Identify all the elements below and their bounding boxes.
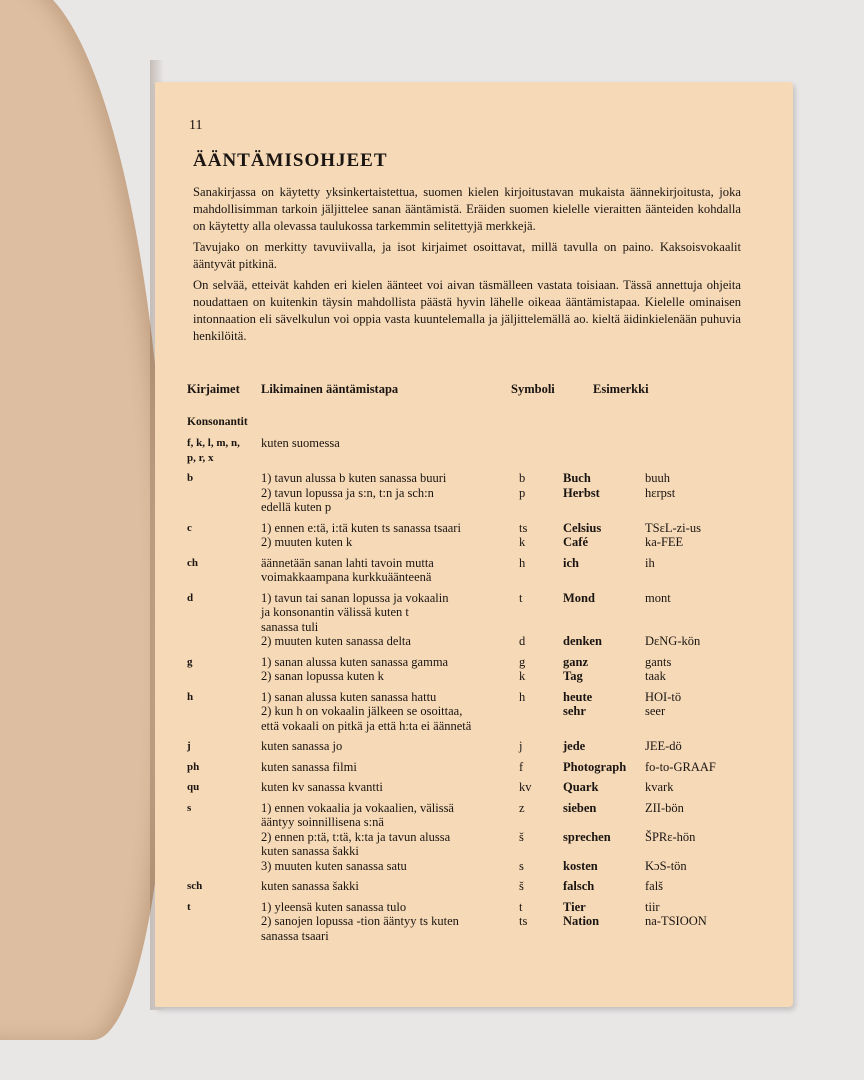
row-description-line: 1) sanan alussa kuten sanassa gamma [261,654,449,669]
row-symbol-line: f [519,759,524,774]
intro-paragraph: On selvää, etteivät kahden eri kielen äänteet voi aivan täsmälleen vastata toisiaan. Tässä annettuja ohjeita noudattaen on kuitenkin täysin mahdollista päästä hyvin lähelle oikeaa ääntämistapaa. Kielelle ominaisen intonnaation eli sävelkulun voi oppia vasta kuuntelemalla ja jäljittelemällä ao. kieltä äidinkielenään puhuvia henkilöitä. [193,278,741,343]
intro-text [193,184,741,349]
row-pronunciation-line: mont [645,590,671,605]
row-pronunciation-line [645,605,755,620]
row-pronunciation-line: ZII-bön [645,800,684,815]
row-description [261,739,519,754]
row-description-line: 2) ennen p:tä, t:tä, k:ta ja tavun alussa [261,829,451,844]
row-pronunciation [645,521,755,550]
row-example-line: Mond [563,590,595,605]
row-letters-line: ph [187,760,200,773]
intro-paragraph: Tavujako on merkitty tavuviivalla, ja isot kirjaimet osoittavat, millä tavulla on paino. Kaksoisvokaalit ääntyvät pitkinä. [193,240,741,271]
row-pronunciation-line: buuh [645,471,670,485]
row-letters-line: b [187,472,194,484]
row-example-line: sprechen [563,829,611,844]
row-pronunciation-line [645,620,755,635]
book-page [155,82,793,1007]
row-description-line: sanassa tsaari [261,928,329,943]
row-symbol-line [519,844,563,859]
row-letters [185,760,261,775]
row-symbol [519,739,563,754]
row-example-line: Nation [563,914,600,928]
row-letters [185,436,261,465]
row-pronunciation-line: taak [645,669,666,683]
row-symbol-line: s [519,858,524,873]
row-letters-line: f, k, l, m, n, [187,437,240,449]
row-description-line: kuten sanassa šakki [261,879,359,893]
row-pronunciation [645,471,755,500]
row-symbol-line [519,620,563,635]
row-pronunciation-line: gants [645,654,672,669]
row-symbol-line: k [519,669,526,683]
row-example [563,591,645,649]
row-example-line: falsch [563,879,595,893]
row-description-line: 2) kun h on vokaalin jälkeen se osoittaa, [261,704,463,718]
row-pronunciation-line: ka-FEE [645,535,684,549]
row-symbol [519,879,563,894]
row-example [563,879,645,894]
row-example-line: kosten [563,858,598,873]
row-description [261,556,519,585]
table-body [185,436,755,943]
table-row [185,739,755,754]
row-description [261,879,519,894]
row-letters [185,879,261,894]
row-description-line: 2) tavun lopussa ja s:n, t:n ja sch:n [261,485,434,500]
row-description-line: 1) tavun alussa b kuten sanassa buuri [261,471,447,485]
row-letters [185,521,261,536]
row-symbol-line: kv [519,780,532,794]
row-example-line: sieben [563,800,597,815]
row-example [563,900,645,929]
row-symbol [519,801,563,874]
page-title: ÄÄNTÄMISOHJEET [193,150,388,171]
row-description-line: 2) sanojen lopussa -tion ääntyy ts kuten [261,914,459,928]
row-pronunciation [645,739,755,754]
row-example [563,780,645,795]
row-example [563,739,645,754]
row-description [261,655,519,684]
header-letters: Kirjaimet [187,382,240,396]
row-letters-line: s [187,801,192,814]
row-symbol [519,471,563,500]
table-row [185,690,755,734]
table-row [185,801,755,874]
row-letters-line: c [187,521,192,534]
row-pronunciation [645,879,755,894]
row-pronunciation-line: falš [645,879,664,893]
row-example-line [563,844,645,859]
row-description [261,760,519,775]
row-symbol [519,655,563,684]
row-symbol [519,900,563,929]
row-example [563,521,645,550]
row-letters [185,900,261,915]
row-description-line: kuten suomessa [261,436,340,450]
row-pronunciation [645,690,755,719]
row-pronunciation-line: hɛrpst [645,485,676,500]
row-symbol-line [519,605,563,620]
row-letters [185,655,261,670]
row-description-line: 1) ennen vokaalia ja vokaalien, välissä [261,800,454,815]
table-row [185,879,755,894]
row-description-line: kuten sanassa šakki [261,844,359,858]
row-pronunciation [645,801,755,874]
row-example-line: Café [563,535,588,549]
row-example-line: ganz [563,654,588,669]
row-symbol-line: š [519,879,524,893]
row-description-line: edellä kuten p [261,500,332,514]
row-example [563,760,645,775]
table-row [185,655,755,684]
row-symbol [519,556,563,571]
row-pronunciation [645,591,755,649]
row-letters-line: j [187,740,191,752]
row-pronunciation-line: ih [645,555,655,570]
row-example-line: sehr [563,704,586,718]
row-description-line: 2) muuten kuten sanassa delta [261,634,411,648]
row-example-line: Quark [563,780,599,794]
row-pronunciation-line: TSɛL-zi-us [645,520,701,535]
row-letters [185,471,261,486]
row-symbol-line: b [519,471,526,485]
row-example-line: denken [563,634,602,648]
row-description-line: sanassa tuli [261,619,319,634]
row-description-line: 1) ennen e:tä, i:tä kuten ts sanassa tsaari [261,520,461,535]
row-letters [185,556,261,571]
row-letters [185,690,261,705]
row-example-line: jede [563,739,586,753]
row-letters-line: t [187,900,191,913]
header-description: Likimainen ääntämistapa [261,382,399,396]
row-example-line: heute [563,689,593,704]
row-description-line: voimakkaampana kurkkuäänteenä [261,570,432,584]
row-symbol-line: z [519,800,525,815]
row-example-line [563,605,645,620]
table-row [185,780,755,795]
table-row [185,471,755,515]
row-description [261,471,519,515]
row-symbol-line: g [519,654,526,669]
row-pronunciation-line: na-TSIOON [645,914,707,928]
row-symbol-line: ts [519,520,528,535]
row-pronunciation [645,760,755,775]
row-pronunciation [645,655,755,684]
row-example-line: ich [563,555,579,570]
row-pronunciation-line: ŠPRɛ-hön [645,829,696,844]
row-example-line [563,815,645,830]
row-symbol [519,591,563,649]
row-pronunciation-line: JEE-dö [645,739,682,753]
row-symbol-line: h [519,689,526,704]
row-description [261,591,519,649]
row-example-line: Tag [563,669,583,683]
row-description-line: 1) yleensä kuten sanassa tulo [261,899,407,914]
table-header [185,382,755,408]
row-pronunciation [645,556,755,571]
row-symbol-line [519,815,563,830]
row-letters [185,739,261,754]
row-letters-line: sch [187,880,203,892]
row-description-line: kuten kv sanassa kvantti [261,780,383,794]
row-example [563,655,645,684]
header-symbol: Symboli [511,382,555,396]
row-description [261,780,519,795]
row-symbol-line: š [519,829,524,844]
row-symbol [519,521,563,550]
row-description-line: ja konsonantin välissä kuten t [261,605,409,619]
row-pronunciation-line: kvark [645,780,674,794]
row-example-line: Tier [563,899,586,914]
row-symbol-line: t [519,899,523,914]
row-example-line [563,620,645,635]
row-letters [185,801,261,816]
row-symbol-line: k [519,535,526,549]
row-symbol-line: j [519,739,523,753]
table-row [185,591,755,649]
row-pronunciation-line: tiir [645,899,660,914]
row-pronunciation-line: fo-to-GRAAF [645,759,716,774]
row-symbol-line: t [519,590,523,605]
pronunciation-table [185,382,755,949]
row-pronunciation-line: seer [645,704,666,718]
left-facing-page [0,0,170,1040]
row-description [261,801,519,874]
row-description-line: 1) tavun tai sanan lopussa ja vokaalin [261,590,449,605]
row-description-line: kuten sanassa jo [261,739,343,753]
row-pronunciation-line [645,815,755,830]
row-letters-line: p, r, x [187,451,214,464]
row-pronunciation [645,780,755,795]
row-description-line: kuten sanassa filmi [261,759,357,774]
row-example-line: Celsius [563,520,602,535]
row-description-line: äännetään sanan lahti tavoin mutta [261,555,434,570]
row-description-line: 2) sanan lopussa kuten k [261,669,384,683]
row-example-line: Buch [563,471,591,485]
row-pronunciation [645,900,755,929]
row-symbol-line: p [519,485,526,500]
row-letters-line: g [187,655,193,668]
row-example [563,556,645,571]
row-letters [185,780,261,795]
intro-paragraph: Sanakirjassa on käytetty yksinkertaistettua, suomen kielen kirjoitustavan mukaista äännekirjoitusta, joka mahdollisimman tarkoin jäljittelee sanan ääntämistä. Eräiden suomen kielelle vieraitten äänteiden kohdalla on käytetty alla olevassa taulukossa tarkemmin selitettyjä merkkejä. [193,185,741,233]
row-example [563,690,645,719]
row-pronunciation-line: KɔS-tön [645,858,687,873]
row-description-line: että vokaali on pitkä ja että h:ta ei äännetä [261,718,472,733]
row-letters-line: ch [187,556,198,569]
row-letters-line: qu [187,781,200,793]
row-description-line: ääntyy soinnillisena s:nä [261,815,384,829]
row-letters-line: h [187,690,194,703]
row-symbol [519,760,563,775]
table-row [185,556,755,585]
row-symbol-line: h [519,555,526,570]
row-example-line: Photograph [563,759,627,774]
row-pronunciation-line: DɛNG-kön [645,634,701,648]
row-pronunciation-line [645,844,755,859]
row-description-line: 2) muuten kuten k [261,535,353,549]
row-example [563,801,645,874]
row-description-line: 1) sanan alussa kuten sanassa hattu [261,689,437,704]
row-description-line: 3) muuten kuten sanassa satu [261,858,407,873]
section-heading: Konsonantit [187,416,248,428]
row-description [261,436,519,451]
row-symbol [519,780,563,795]
row-pronunciation-line: HOI-tö [645,689,682,704]
header-example: Esimerkki [593,382,649,396]
table-row [185,760,755,775]
row-description [261,521,519,550]
row-description [261,900,519,944]
row-example-line: Herbst [563,485,600,500]
page-number: 11 [189,118,203,133]
table-row [185,436,755,465]
row-symbol-line: d [519,634,526,648]
table-row [185,521,755,550]
row-letters-line: d [187,591,194,604]
row-example [563,471,645,500]
row-symbol-line: ts [519,914,528,928]
row-symbol [519,690,563,705]
table-row [185,900,755,944]
row-letters [185,591,261,606]
row-description [261,690,519,734]
